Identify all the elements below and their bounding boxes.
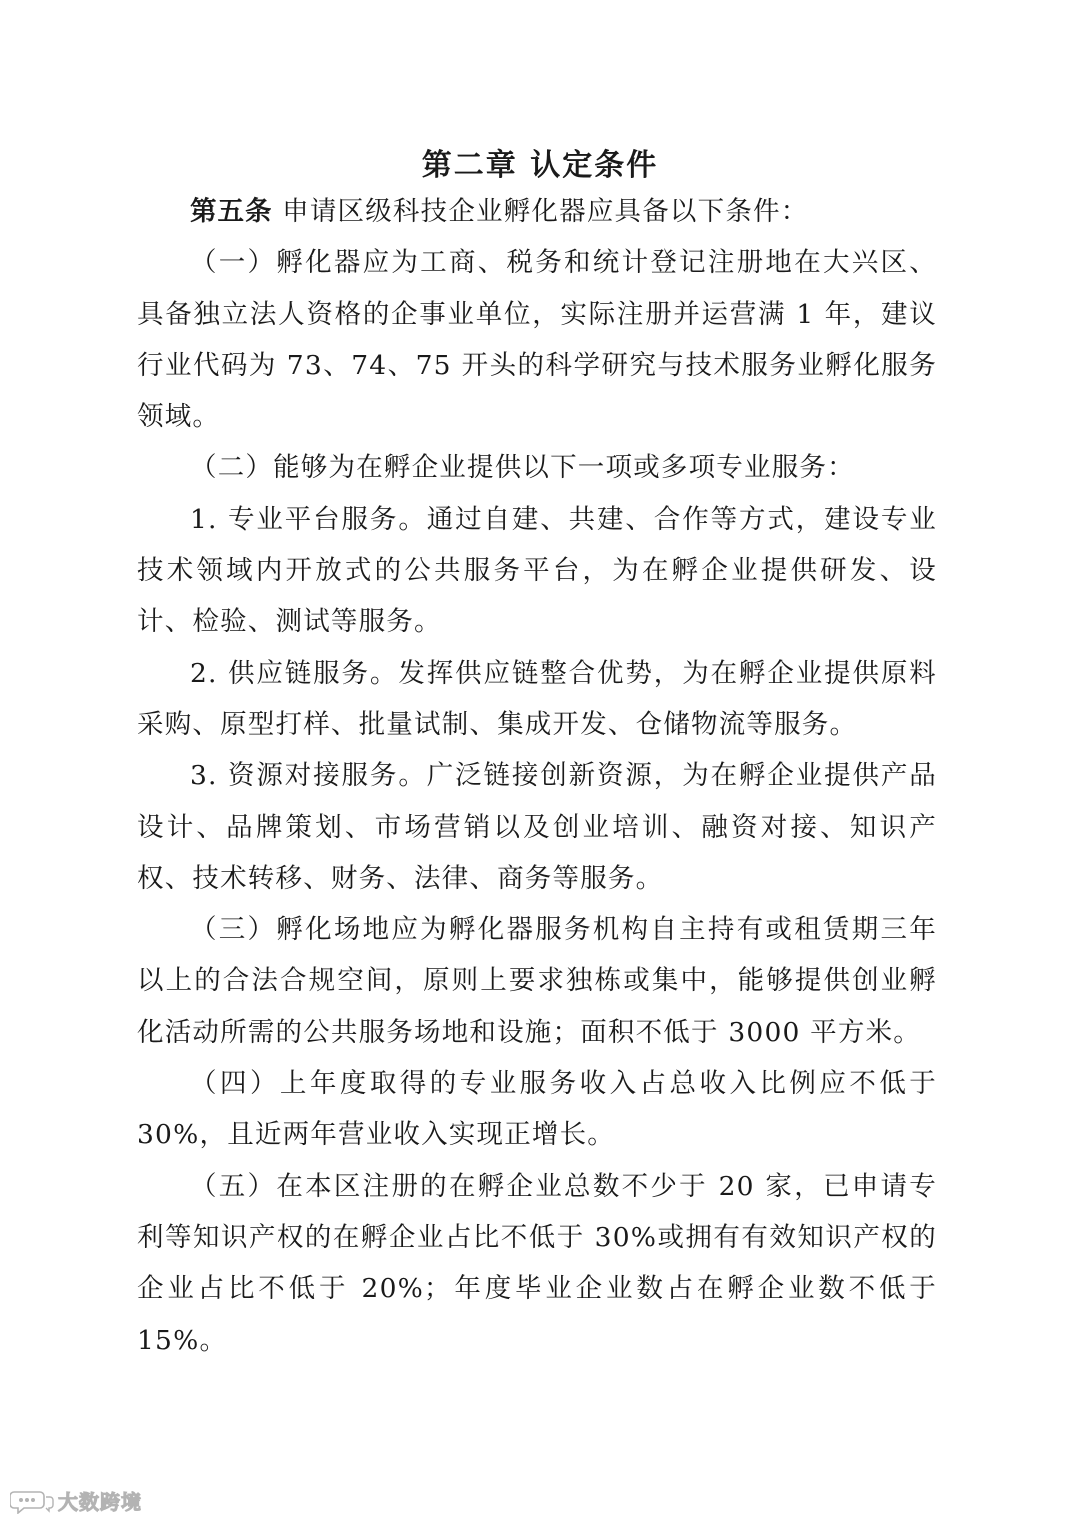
watermark-text: 大数跨境 <box>58 1490 142 1514</box>
chat-bubble-logo-icon <box>10 1488 54 1514</box>
article-paragraph <box>137 186 937 237</box>
article-intro: 申请区级科技企业孵化器应具备以下条件： <box>272 196 809 227</box>
document-body <box>137 186 937 1366</box>
clause-5: （五）在本区注册的在孵企业总数不少于 20 家，已申请专利等知识产权的在孵企业占比不低于 30%或拥有有效知识产权的企业占比不低于 20%；年度毕业企业数占在孵企业数不低于 15%。 <box>137 1170 937 1356</box>
service-item-2: 2. 供应链服务。发挥供应链整合优势，为在孵企业提供原料采购、原型打样、批量试制、集成开发、仓储物流等服务。 <box>137 657 937 740</box>
clause-3: （三）孵化场地应为孵化器服务机构自主持有或租赁期三年以上的合法合规空间，原则上要求独栋或集中，能够提供创业孵化活动所需的公共服务场地和设施；面积不低于 3000 平方米。 <box>137 914 937 1048</box>
service-item-1: 1. 专业平台服务。通过自建、共建、合作等方式，建设专业技术领域内开放式的公共服务平台，为在孵企业提供研发、设计、检验、测试等服务。 <box>137 503 937 638</box>
clause-1: （一）孵化器应为工商、税务和统计登记注册地在大兴区、具备独立法人资格的企事业单位，实际注册并运营满 1 年，建议行业代码为 73、74、75 开头的科学研究与技术服务业孵化服务领域。 <box>137 247 937 433</box>
chapter-title: 第二章 认定条件 <box>421 148 659 183</box>
clause-2: （二）能够为在孵企业提供以下一项或多项专业服务： <box>190 452 855 484</box>
service-item-3: 3. 资源对接服务。广泛链接创新资源，为在孵企业提供产品设计、品牌策划、市场营销以及创业培训、融资对接、知识产权、技术转移、财务、法律、商务等服务。 <box>137 760 937 894</box>
article-number: 第五条 <box>190 196 273 227</box>
clause-4: （四）上年度取得的专业服务收入占总收入比例应不低于 30%，且近两年营业收入实现正增长。 <box>137 1068 937 1151</box>
watermark <box>10 1486 142 1515</box>
